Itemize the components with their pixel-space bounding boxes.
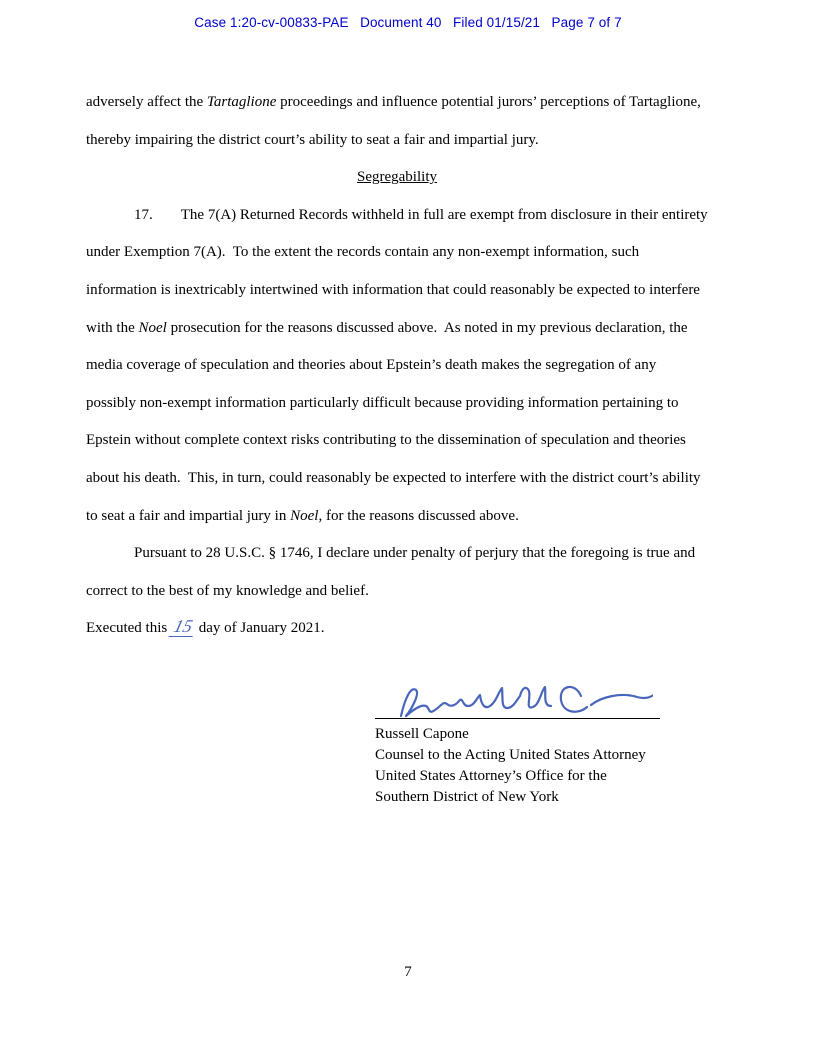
text-run: , for the reasons discussed above. (318, 507, 519, 524)
handwritten-signature (383, 676, 653, 724)
paragraph-perjury: Pursuant to 28 U.S.C. § 1746, I declare under penalty of perjury that the foregoing is true and correct to the best of my knowledge and belief. (86, 545, 699, 599)
signatory-title-line: United States Attorney’s Office for the (375, 767, 607, 784)
text-run: The 7(A) Returned Records withheld in full are exempt from disclosure in their entirety under Exemption 7(A). To the extent the records contain any non-exempt information, such information is inextricably intertwined with information that could reasonably be expected to interfere with the (86, 206, 712, 336)
document-body (86, 84, 712, 808)
page-number: 7 (404, 964, 412, 980)
signature-line (375, 672, 660, 719)
case-name-noel: Noel (138, 319, 167, 336)
segregability-heading-text: Segregability (357, 169, 437, 186)
paragraph-17 (86, 197, 712, 535)
text-run: proceedings and influence potential jurors’ perceptions of Tartaglione, thereby impairing the district court’s ability to seat a fair and impartial jury. (86, 94, 705, 148)
case-name-noel: Noel (290, 507, 319, 524)
segregability-heading (86, 159, 708, 197)
paragraph-number: 17. (134, 206, 153, 223)
signature-block (375, 672, 675, 808)
signatory-name: Russell Capone (375, 725, 469, 742)
signatory-title-line: Counsel to the Acting United States Attorney (375, 746, 646, 763)
text-run: adversely affect the (86, 94, 207, 110)
handwritten-day: 15 (168, 617, 197, 637)
text-run: prosecution for the reasons discussed above. As noted in my previous declaration, the media coverage of speculation and theories about Epstein’s death makes the segregation of any possibly non-exempt information particularly difficult because providing information pertaining to Epstein without complete context risks contributing to the dissemination of speculation and theories about his death. This, in turn, could reasonably be expected to interfere with the district court’s ability to seat a fair and impartial jury in (86, 319, 705, 524)
text-run: Executed this (86, 620, 171, 637)
paragraph-executed (86, 610, 708, 648)
text-run: day of January 2021. (194, 620, 325, 637)
paragraph-intro (86, 84, 708, 159)
signatory-title-line: Southern District of New York (375, 788, 559, 805)
court-filing-stamp: Case 1:20-cv-00833-PAE Document 40 Filed 01/15/21 Page 7 of 7 (194, 15, 622, 30)
case-name-tartaglione: Tartaglione (206, 94, 277, 110)
